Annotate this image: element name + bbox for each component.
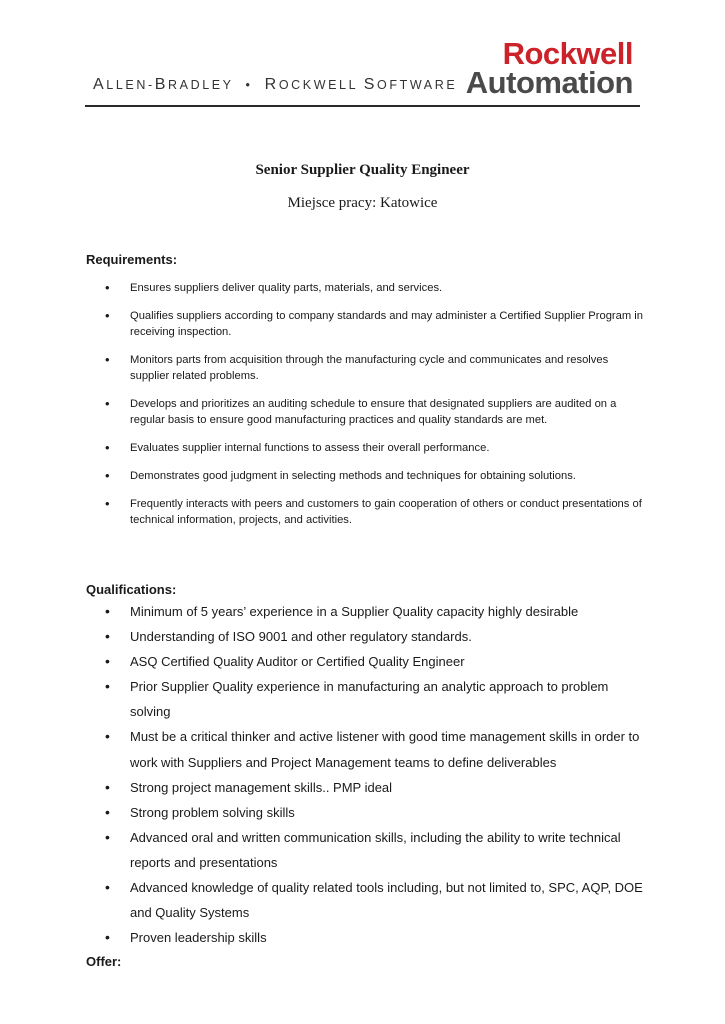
- list-item: • Demonstrates good judgment in selecting methods and techniques for obtaining solutions.: [104, 468, 644, 484]
- list-item: • Evaluates supplier internal functions to assess their overall performance.: [104, 440, 644, 456]
- offer-heading: Offer:: [86, 954, 122, 969]
- brand-tagline: ALLEN-BRADLEY • ROCKWELL SOFTWARE: [93, 76, 458, 93]
- list-item: • Minimum of 5 years’ experience in a Supplier Quality capacity highly desirable: [104, 599, 644, 624]
- list-item: • Understanding of ISO 9001 and other regulatory standards.: [104, 624, 644, 649]
- list-item: • Monitors parts from acquisition through the manufacturing cycle and communicates and resolves supplier related problems.: [104, 352, 644, 384]
- list-item: • Strong problem solving skills: [104, 800, 644, 825]
- qualifications-list: [104, 599, 644, 950]
- list-item: • ASQ Certified Quality Auditor or Certified Quality Engineer: [104, 649, 644, 674]
- list-item: • Advanced knowledge of quality related tools including, but not limited to, SPC, AQP, DOE and Quality Systems: [104, 875, 644, 925]
- list-item: • Ensures suppliers deliver quality parts, materials, and services.: [104, 280, 644, 296]
- list-item: • Prior Supplier Quality experience in manufacturing an analytic approach to problem solving: [104, 674, 644, 724]
- qualifications-heading: Qualifications:: [86, 582, 177, 597]
- requirements-heading: Requirements:: [86, 252, 178, 267]
- logo-line-automation: Automation: [465, 64, 633, 100]
- job-title: Senior Supplier Quality Engineer: [255, 162, 470, 178]
- logo-line-rockwell: Rockwell: [502, 36, 633, 71]
- list-item: • Advanced oral and written communication skills, including the ability to write technical reports and presentations: [104, 825, 644, 875]
- requirements-list: [104, 280, 644, 540]
- list-item: • Frequently interacts with peers and customers to gain cooperation of others or conduct presentations of technical information, projects, and activities.: [104, 496, 644, 528]
- list-item: • Must be a critical thinker and active listener with good time management skills in order to work with Suppliers and Project Management teams to define deliverables: [104, 724, 644, 774]
- list-item: • Qualifies suppliers according to company standards and may administer a Certified Supplier Program in receiving inspection.: [104, 308, 644, 340]
- header-divider: [85, 105, 640, 107]
- page-header: [0, 0, 725, 110]
- rockwell-automation-logo: [465, 36, 633, 100]
- job-location: Miejsce pracy: Katowice: [287, 195, 438, 211]
- list-item: • Proven leadership skills: [104, 925, 644, 950]
- list-item: • Strong project management skills.. PMP ideal: [104, 775, 644, 800]
- list-item: • Develops and prioritizes an auditing schedule to ensure that designated suppliers are audited on a regular basis to ensure good manufacturing practices and quality standards are met.: [104, 396, 644, 428]
